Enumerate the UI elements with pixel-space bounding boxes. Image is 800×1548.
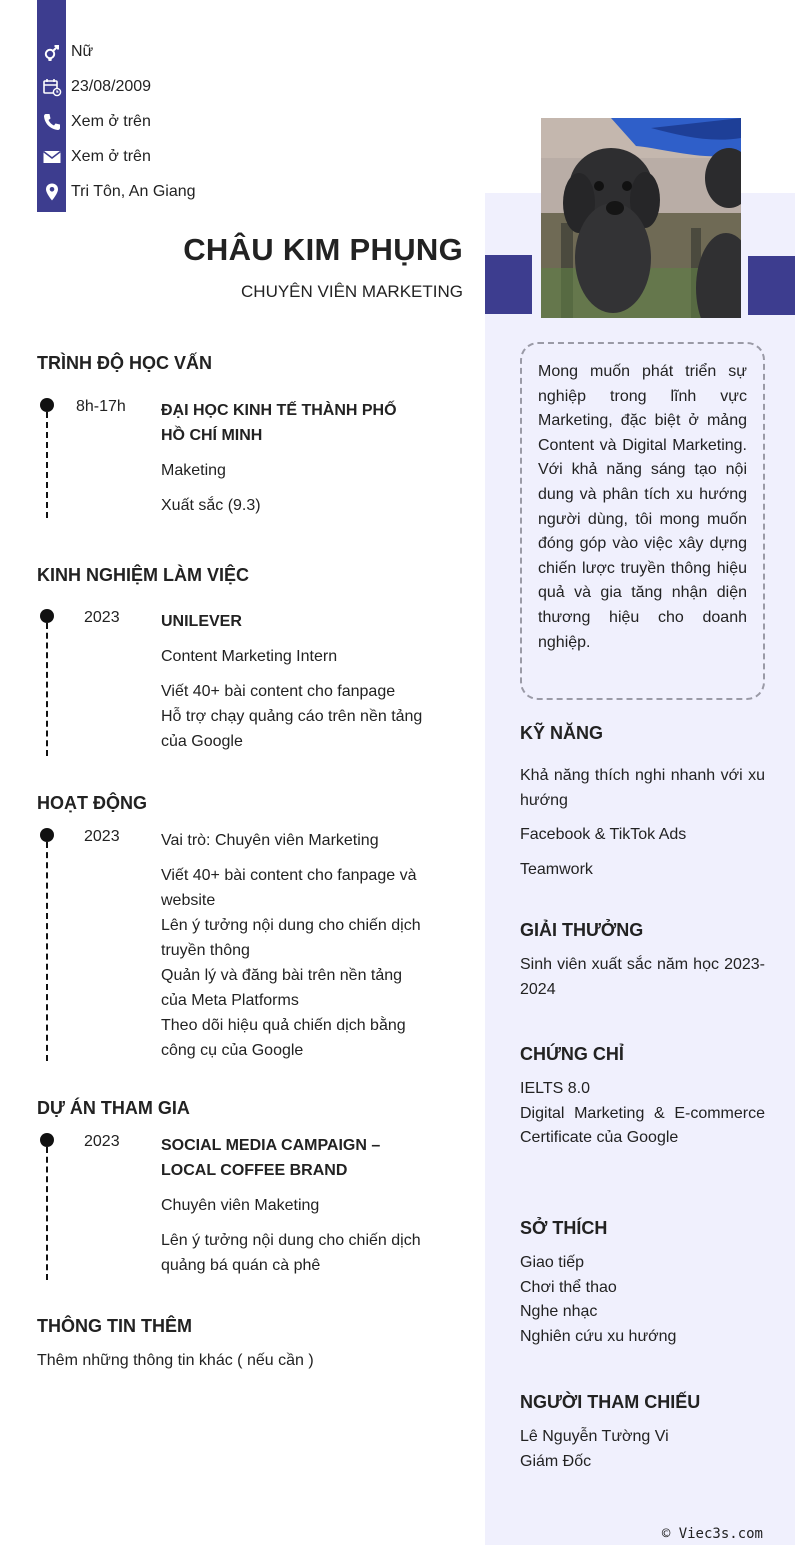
email-text: Xem ở trên: [71, 147, 151, 165]
timeline-line: [46, 412, 48, 518]
activity-item: Quản lý và đăng bài trên nền tảng của Meta Platforms: [161, 967, 403, 1009]
contact-gender: [37, 34, 196, 69]
hobby-item: Chơi thể thao: [520, 1278, 617, 1296]
phone-text: Xem ở trên: [71, 112, 151, 130]
projects-time: 2023: [84, 1133, 120, 1150]
candidate-name: CHÂU KIM PHỤNG: [183, 232, 463, 267]
education-major: Maketing: [161, 462, 226, 479]
contact-address: [37, 174, 196, 209]
project-role: Chuyên viên Maketing: [161, 1197, 320, 1214]
experience-desc-2: Hỗ trợ chạy quảng cáo trên nền tảng của Google: [161, 708, 423, 750]
profile-photo: [541, 118, 741, 318]
address-text: Tri Tôn, An Giang: [71, 182, 196, 200]
footer-credit: © Viec3s.com: [661, 1526, 763, 1542]
timeline-line: [46, 623, 48, 756]
projects-timeline: [37, 1133, 427, 1283]
activities-title: HOẠT ĐỘNG: [37, 793, 147, 813]
awards-title: GIẢI THƯỞNG: [520, 920, 644, 940]
experience-time: 2023: [84, 609, 120, 626]
hobby-item: Nghiên cứu xu hướng: [520, 1327, 677, 1345]
project-name: SOCIAL MEDIA CAMPAIGN – LOCAL COFFEE BRAND: [161, 1137, 381, 1179]
experience-title: KINH NGHIỆM LÀM VIỆC: [37, 565, 250, 585]
education-school: ĐẠI HỌC KINH TẾ THÀNH PHỐ HỒ CHÍ MINH: [161, 402, 397, 444]
awards-list: [520, 953, 765, 1002]
certificates-list: [520, 1077, 765, 1151]
references-list: [520, 1425, 765, 1474]
skill-item: Khả năng thích nghi nhanh với xu hướng: [520, 767, 765, 809]
contact-phone: [37, 104, 196, 139]
contact-email: [37, 139, 196, 174]
accent-block-left: [485, 255, 532, 314]
experience-desc-1: Viết 40+ bài content cho fanpage: [161, 683, 396, 700]
job-title: CHUYÊN VIÊN MARKETING: [241, 282, 463, 301]
career-objective-text: Mong muốn phát triển sự nghiệp trong lĩnh vực Marketing, đặc biệt ở mảng Content và Digital Marketing. Với khả năng sáng tạo nội dung và phân tích xu hướng người dùng, tôi mong muốn đóng góp vào việc xây dựng chiến lược truyền thông hiệu quả và gia tăng nhận diện thương hiệu cho doanh nghiệp.: [538, 363, 747, 651]
activity-item: Viết 40+ bài content cho fanpage và website: [161, 867, 417, 909]
hobby-item: Giao tiếp: [520, 1254, 585, 1271]
timeline-dot: [40, 1133, 54, 1147]
hobbies-title: SỞ THÍCH: [520, 1218, 608, 1238]
activities-role: Vai trò: Chuyên viên Marketing: [161, 832, 379, 849]
career-objective: [520, 342, 765, 700]
education-timeline: [37, 398, 427, 520]
activities-timeline: [37, 828, 427, 1064]
activity-item: Theo dõi hiệu quả chiến dịch bằng công cụ của Google: [161, 1017, 406, 1059]
experience-timeline: [37, 609, 427, 759]
phone-icon: [37, 104, 66, 139]
timeline-dot: [40, 398, 54, 412]
accent-block-right: [748, 256, 795, 315]
skills-title: KỸ NĂNG: [520, 723, 604, 743]
reference-name: Lê Nguyễn Tường Vi: [520, 1428, 669, 1445]
certificate-item: Digital Marketing & E-commerce Certificate của Google: [520, 1104, 765, 1147]
birthday-text: 23/08/2009: [71, 77, 152, 95]
skill-item: Facebook & TikTok Ads: [520, 826, 687, 844]
mail-icon: [37, 139, 66, 174]
experience-role: Content Marketing Intern: [161, 648, 338, 665]
gender-text: Nữ: [71, 42, 94, 60]
projects-body: [161, 1133, 423, 1278]
experience-body: [161, 609, 423, 754]
profile-photo-image: [541, 118, 741, 318]
timeline-line: [46, 1147, 48, 1280]
activities-time: 2023: [84, 828, 120, 845]
skills-list: [520, 764, 765, 892]
references-title: NGƯỜI THAM CHIẾU: [520, 1392, 701, 1412]
certificate-item: IELTS 8.0: [520, 1080, 590, 1097]
award-item: Sinh viên xuất sắc năm học 2023-2024: [520, 956, 765, 998]
experience-company: UNILEVER: [161, 613, 242, 630]
education-body: [161, 398, 423, 528]
extra-title: THÔNG TIN THÊM: [37, 1316, 192, 1336]
education-grade: Xuất sắc (9.3): [161, 497, 261, 514]
skill-item: Teamwork: [520, 860, 593, 878]
timeline-dot: [40, 828, 54, 842]
contact-birthday: [37, 69, 196, 104]
contact-list: [37, 34, 196, 209]
hobbies-list: [520, 1251, 765, 1349]
projects-title: DỰ ÁN THAM GIA: [37, 1098, 190, 1118]
gender-icon: [37, 34, 66, 69]
hobby-item: Nghe nhạc: [520, 1303, 598, 1321]
timeline-dot: [40, 609, 54, 623]
education-title: TRÌNH ĐỘ HỌC VẤN: [37, 353, 212, 373]
activities-body: [161, 828, 423, 1063]
education-time: 8h-17h: [76, 398, 126, 415]
timeline-line: [46, 842, 48, 1061]
calendar-icon: [37, 69, 66, 104]
reference-position: Giám Đốc: [520, 1452, 592, 1470]
location-pin-icon: [37, 174, 66, 209]
extra-text: Thêm những thông tin khác ( nếu cần ): [37, 1352, 314, 1369]
certificates-title: CHỨNG CHỈ: [520, 1044, 624, 1064]
activity-item: Lên ý tưởng nội dung cho chiến dịch truyền thông: [161, 917, 421, 959]
project-desc: Lên ý tưởng nội dung cho chiến dịch quảng bá quán cà phê: [161, 1232, 421, 1274]
